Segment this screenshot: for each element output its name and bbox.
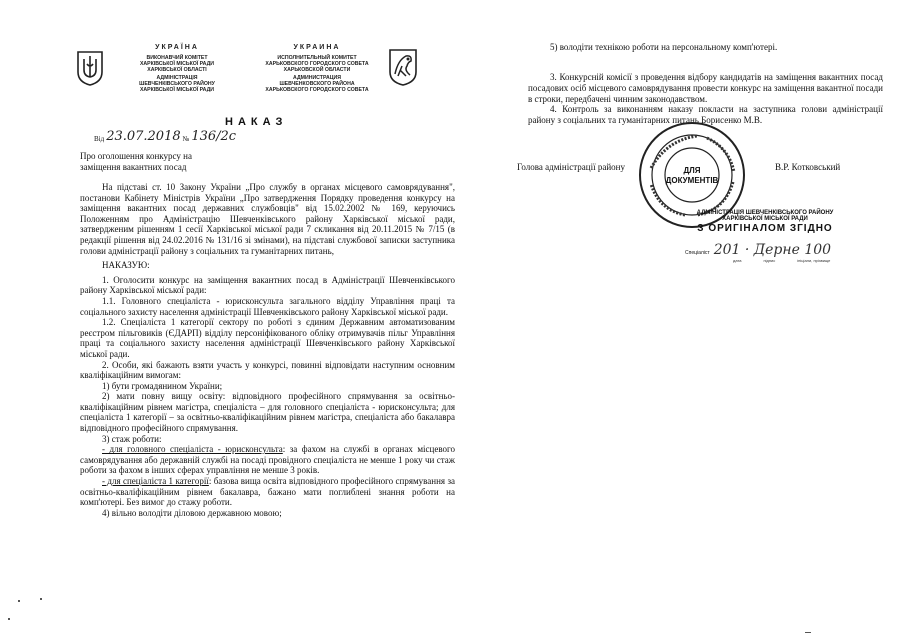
header-adm-line: АДМИНИСТРАЦИЯ — [293, 75, 341, 81]
specialist-captions — [733, 258, 830, 263]
requirement-3: 3) стаж роботи: — [102, 433, 162, 444]
header-adm-line: ШЕВЧЕНКОВСКОГО РАЙОНА — [279, 81, 355, 87]
paragraph-2: 2. Особи, які бажають взяти участь у конкурсі, повинні відповідати наступним основним кваліфікаційним вимогам: — [80, 359, 455, 381]
header-org-line: ХАРКІВСЬКОЇ ОБЛАСТІ — [147, 67, 207, 73]
paragraph-1: 1. Оголосити конкурс на заміщення вакантних посад в Адміністрації Шевченківського району Харківської міської ради: — [80, 274, 455, 296]
signatory-title: Голова адміністрації району — [517, 162, 625, 172]
document-body — [80, 182, 455, 518]
header-country: УКРАИНА — [293, 44, 341, 51]
requirement-1: 1) бути громадянином України; — [102, 380, 223, 391]
document-title: НАКАЗ — [225, 116, 288, 128]
subject-line: Про оголошення конкурсу на — [80, 151, 192, 161]
header-adm-line: ХАРКІВСЬКОЇ МІСЬКОЇ РАДИ — [139, 87, 215, 93]
header-org-line: ХАРЬКОВСКОГО ГОРОДСКОГО СОВЕТА — [265, 61, 369, 67]
date-number-line — [94, 131, 236, 143]
handwritten-number: 136/2с — [191, 129, 237, 144]
requirement-text: : за фахом на службі в органах місцевого самоврядування або державній службі на посаді провідного спеціаліста не менше 1 року чи стаж роботи за фахом в інших сферах управління не менше 3 років. — [80, 444, 455, 476]
header-adm-line: АДМІНІСТРАЦІЯ — [156, 75, 198, 81]
requirement-3b — [80, 476, 455, 508]
number-prefix: № — [182, 135, 190, 143]
trident-coat-of-arms-icon — [76, 50, 104, 86]
requirement-2: 2) мати повну вищу освіту: відповідного професійного спрямування за освітньо-кваліфікаційним рівнем магістра, спеціаліста – для головного спеціаліста - юрисконсульта; для спеціаліста 1 категорії – за освітньо-кваліфікаційним рівнем магістра, спеціаліста або бакалавра відповідного професійного спрямування. — [80, 391, 455, 434]
header-country: УКРАЇНА — [155, 44, 199, 51]
header-adm-line: ХАРЬКОВСКОГО ГОРОДСКОГО СОВЕТА — [265, 87, 369, 93]
paragraph-1-2: 1.2. Спеціаліста 1 категорії сектору по роботі з єдиним Державним автоматизованим реєстром пільговиків (ЄДАРП) відділу персоніфікованого обліку отримувачів пільг Управління праці та соціального захисту населення адміністрації Шевченківського району Харківської міської ради. — [80, 317, 455, 359]
scan-speck — [18, 600, 20, 602]
header-ukrainian — [112, 44, 242, 93]
stamp-center-line2: ДОКУМЕНТІВ — [665, 176, 719, 185]
requirement-text: : базова вища освіта відповідного професійного спрямування за освітньо-кваліфікаційним рівнем бакалавра, бажано мати поглиблені знання роботи на комп'ютері. Без вимог до стажу роботи. — [80, 476, 456, 508]
header-russian — [252, 44, 382, 93]
header-org-line: ВИКОНАВЧИЙ КОМІТЕТ — [146, 55, 208, 61]
caption-name: ініціали, прізвище — [797, 258, 831, 263]
paragraph-3-4 — [528, 72, 883, 126]
intro-paragraph: На підставі ст. 10 Закону України „Про службу в органах місцевого самоврядування", постанови Кабінету Міністрів України „Про затвердження Порядку проведення конкурсу на заміщення вакантних посад державних службовців" від 15.02.2002 № 169, керуючись Положенням про Адміністрацію Шевченківського району Харківської міської ради, затвердженим рішенням 1 сесії Харківської міської ради 7 скликання від 20.11.2015 № 7/15 (в редакції рішення від 24.02.2016 № 131/16 зі змінами), на підставі службової записки заступника голови адміністрації району з соціальних та гуманітарних питань, — [80, 182, 455, 256]
stamp-box-line: АДМІНІСТРАЦІЯ ШЕВЧЕНКІВСЬКОГО РАЙОНУ — [696, 210, 834, 216]
scan-speck — [805, 632, 811, 633]
underlined-label: - для головного спеціаліста - юрисконсульта — [102, 444, 283, 455]
certification-stamp — [675, 210, 855, 234]
header-org-line: ХАРКІВСЬКОЇ МІСЬКОЇ РАДИ — [139, 61, 215, 67]
stamp-box-heading: З ОРИГІНАЛОМ ЗГІДНО — [697, 223, 833, 234]
specialist-signature-line — [685, 244, 831, 256]
document-subject — [80, 151, 192, 173]
paragraph-3: 3. Конкурсній комісії з проведення відбору кандидатів на заміщення вакантних посад посадових осіб місцевого самоврядування провести конкурс на заміщення вакантної посади в строки, передбачені чинним законодавством. — [528, 72, 883, 104]
caption-date: дата — [733, 258, 742, 263]
underlined-label: - для спеціаліста 1 категорії — [102, 476, 209, 487]
signatory-name: В.Р. Котковський — [775, 162, 841, 172]
scan-speck — [8, 618, 10, 620]
caption-signature: підпис — [763, 258, 776, 263]
paragraph-1-1: 1.1. Головного спеціаліста - юрисконсульта загального відділу Управління праці та соціального захисту населення адміністрації Шевченківського району Харківської міської ради. — [80, 295, 455, 317]
subject-line: заміщення вакантних посад — [80, 162, 187, 172]
stamp-box-line: ХАРКІВСЬКОЇ МІСЬКОЇ РАДИ — [722, 216, 808, 222]
header-org-line: ХАРЬКОВСКОЙ ОБЛАСТИ — [283, 67, 351, 73]
paragraph-4: 4. Контроль за виконанням наказу покласти на заступника голови адміністрації району з соціальних та гуманітарних питань Борисенко М.В. — [528, 104, 883, 126]
handwritten-date: 23.07.2018 — [106, 129, 181, 144]
scan-speck — [40, 598, 42, 600]
requirement-5 — [528, 42, 883, 53]
handwritten-specialist-signature: 201 · Дерне 100 — [713, 242, 832, 258]
nakazuyu-heading: НАКАЗУЮ: — [102, 260, 150, 271]
specialist-label: Спеціаліст — [685, 250, 710, 256]
date-prefix: Від — [94, 135, 105, 143]
requirement-4: 4) вільно володіти діловою державною мовою; — [102, 507, 282, 518]
header-org-line: ИСПОЛНИТЕЛЬНЫЙ КОМИТЕТ — [277, 55, 357, 61]
stamp-center-line1: ДЛЯ — [683, 166, 701, 175]
header-adm-line: ШЕВЧЕНКІВСЬКОГО РАЙОНУ — [139, 81, 215, 87]
requirement-3a — [80, 444, 455, 476]
kharkiv-coat-of-arms-icon — [388, 48, 418, 86]
requirement-5-text: 5) володіти технікою роботи на персональному комп'ютері. — [550, 42, 778, 52]
right-page — [465, 0, 903, 638]
